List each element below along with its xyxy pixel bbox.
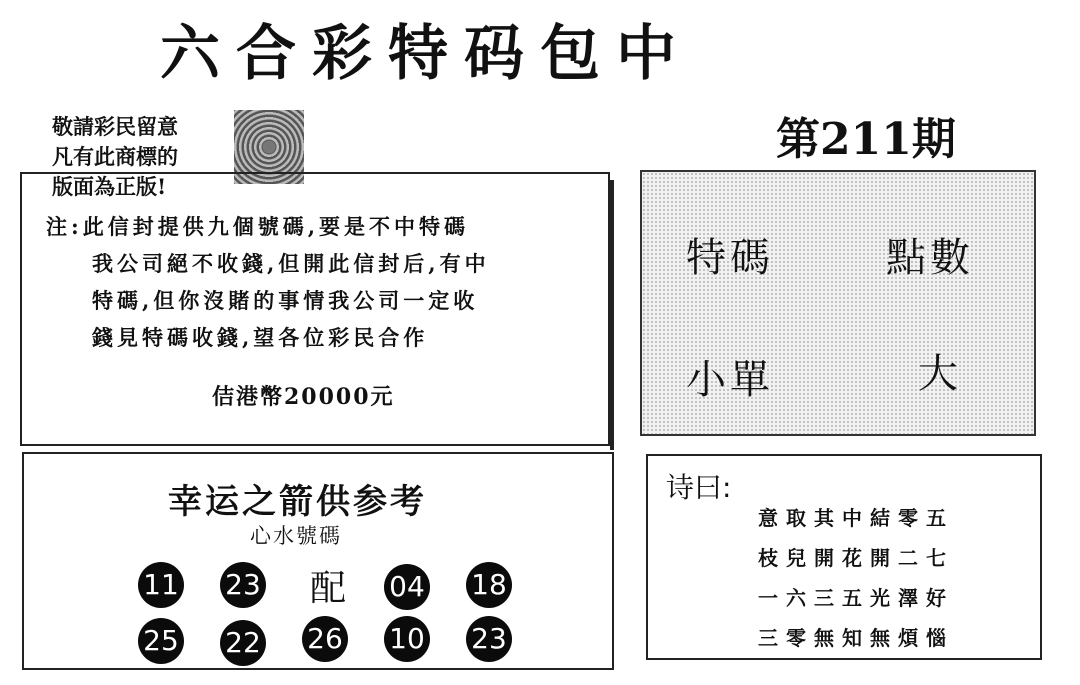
number-ball: 10 [384,616,430,662]
points-label: 點數 [886,235,974,281]
number-ball: 25 [138,618,184,664]
poem-lines [758,498,954,658]
poem-line: 一六三五光澤好 [758,586,954,610]
notice-line: 凡有此商標的 [52,144,178,169]
guarantee-note-box [20,172,610,446]
special-code-box [640,170,1036,436]
box-shadow [610,180,614,450]
poem-line: 三零無知無煩惱 [758,626,954,650]
poem-box [646,454,1042,660]
note-line: 特碼,但你沒賭的事情我公司一定收 [92,288,479,313]
number-ball: 23 [220,562,266,608]
points-value: 大 [918,351,962,397]
note-line: 注:此信封提供九個號碼,要是不中特碼 [46,214,470,239]
deposit-amount: 佶港幣20000元 [212,384,395,410]
pair-character: 配 [310,568,347,609]
notice-line: 版面為正版! [52,174,167,199]
issue-number: 第211期 [776,114,956,165]
guarantee-note [46,208,586,356]
number-ball: 22 [220,620,266,666]
page-title: 六合彩特码包中 [160,19,692,89]
lucky-subtitle: 心水號碼 [250,524,342,548]
lucky-numbers-box [22,452,614,670]
lucky-title: 幸运之箭供参考 [168,482,427,522]
number-ball: 04 [384,564,430,610]
poem-heading: 诗曰: [666,471,732,504]
number-ball: 23 [466,616,512,662]
number-ball: 18 [466,562,512,608]
number-ball: 11 [138,562,184,608]
poem-line: 枝兒開花開二七 [758,546,954,570]
note-line: 我公司絕不收錢,但開此信封后,有中 [92,251,490,276]
special-code-label: 特碼 [686,235,774,281]
special-code-value: 小單 [686,357,774,403]
poem-line: 意取其中結零五 [758,506,954,530]
notice-line: 敬請彩民留意 [52,114,178,139]
note-line: 錢見特碼收錢,望各位彩民合作 [92,325,429,350]
number-ball: 26 [302,616,348,662]
